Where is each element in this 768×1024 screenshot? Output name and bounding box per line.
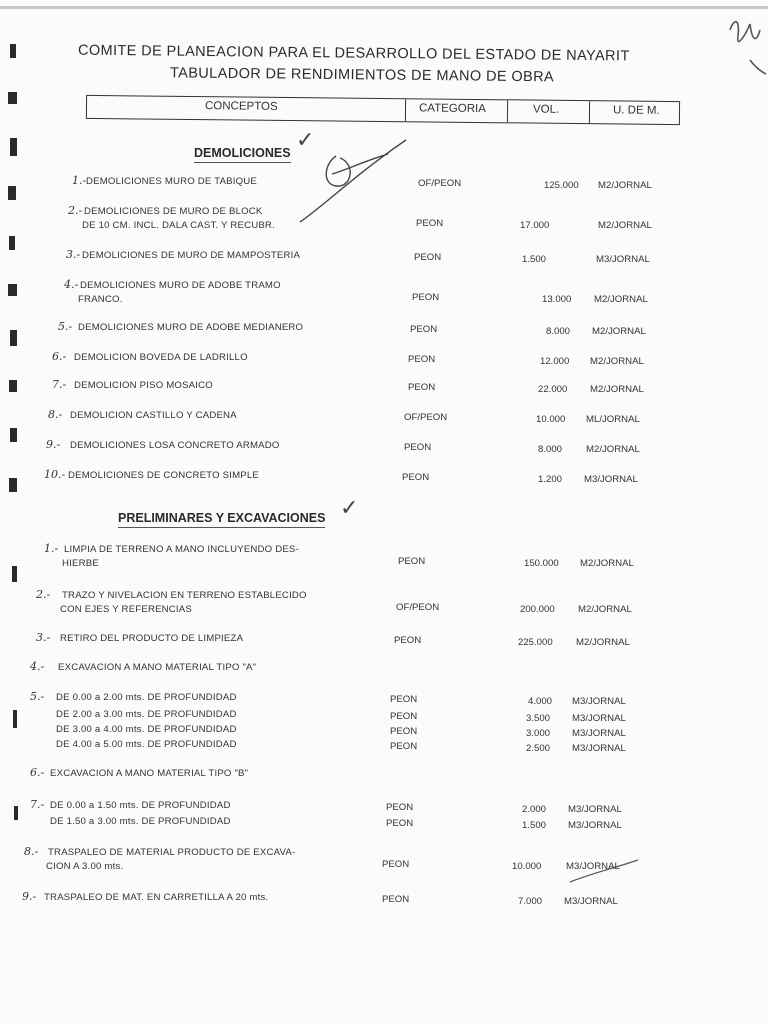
row-description: TRASPALEO DE MAT. EN CARRETILLA A 20 mts.: [44, 892, 269, 903]
header-conceptos: CONCEPTOS: [204, 100, 278, 113]
checkmark-icon: ✓: [340, 496, 359, 521]
checkmark-icon: ✓: [296, 128, 315, 153]
row-unidad: M3/JORNAL: [596, 254, 650, 265]
row-categoria: PEON: [408, 382, 436, 393]
row-description: DE 2.00 a 3.00 mts. DE PROFUNDIDAD: [56, 709, 237, 720]
row-categoria: PEON: [414, 252, 442, 263]
row-volumen: 8.000: [546, 326, 571, 337]
row-volumen: 8.000: [538, 444, 563, 455]
row-description: DEMOLICIONES MURO DE ADOBE MEDIANERO: [78, 322, 304, 333]
row-number: 7.-: [52, 378, 67, 391]
row-categoria: OF/PEON: [418, 178, 462, 189]
row-volumen: 10.000: [512, 861, 542, 872]
header-vol: VOL.: [532, 103, 560, 116]
row-categoria: PEON: [416, 218, 444, 229]
row-categoria: PEON: [398, 556, 426, 567]
row-volumen: 125.000: [544, 180, 579, 191]
row-categoria: PEON: [390, 711, 418, 722]
row-description: DEMOLICION BOVEDA DE LADRILLO: [74, 352, 248, 363]
margin-signature-icon: [720, 10, 768, 80]
row-description: TRAZO Y NIVELACION EN TERRENO ESTABLECIDO: [62, 590, 307, 601]
row-number: 4.-: [30, 660, 45, 673]
row-description: DE 0.00 a 2.00 mts. DE PROFUNDIDAD: [56, 692, 237, 703]
row-description-cont: HIERBE: [62, 558, 99, 569]
row-number: 5.-: [30, 690, 45, 703]
row-number: 8.-: [24, 845, 39, 858]
row-categoria: PEON: [408, 354, 436, 365]
row-volumen: 225.000: [518, 637, 553, 648]
row-description: LIMPIA DE TERRENO A MANO INCLUYENDO DES-: [64, 544, 299, 555]
row-description: RETIRO DEL PRODUCTO DE LIMPIEZA: [60, 633, 244, 644]
row-description: DEMOLICION CASTILLO Y CADENA: [70, 410, 237, 421]
row-description-cont: FRANCO.: [78, 294, 123, 305]
row-description: DEMOLICIONES LOSA CONCRETO ARMADO: [70, 440, 280, 451]
row-number: 9.-: [46, 438, 61, 451]
scan-edge: [0, 6, 768, 9]
row-description: TRASPALEO DE MATERIAL PRODUCTO DE EXCAVA-: [48, 847, 296, 858]
row-volumen: 3.000: [526, 728, 551, 739]
header-categoria: CATEGORIA: [418, 102, 486, 116]
row-unidad: M3/JORNAL: [568, 820, 622, 831]
row-unidad: M2/JORNAL: [598, 180, 652, 191]
row-description: DE 1.50 a 3.00 mts. DE PROFUNDIDAD: [50, 816, 231, 827]
row-description: DEMOLICIONES MURO DE TABIQUE: [86, 176, 258, 187]
row-categoria: PEON: [394, 635, 422, 646]
row-number: 10.-: [44, 468, 66, 481]
row-number: 6.-: [52, 350, 67, 363]
row-description: DEMOLICIONES DE CONCRETO SIMPLE: [68, 470, 260, 481]
row-unidad: M3/JORNAL: [572, 728, 626, 739]
header-udem: U. DE M.: [612, 104, 660, 117]
row-categoria: PEON: [402, 472, 430, 483]
row-volumen: 12.000: [540, 356, 570, 367]
row-unidad: M3/JORNAL: [572, 696, 626, 707]
row-description: DEMOLICIONES DE MURO DE MAMPOSTERIA: [82, 250, 301, 261]
table-header: [86, 95, 680, 125]
row-number: 4.-: [64, 278, 79, 291]
row-categoria: PEON: [412, 292, 440, 303]
row-volumen: 150.000: [524, 558, 559, 569]
row-categoria: PEON: [390, 741, 418, 752]
row-description: EXCAVACION A MANO MATERIAL TIPO "A": [58, 662, 257, 673]
row-number: 8.-: [48, 408, 63, 421]
row-unidad: M3/JORNAL: [564, 896, 618, 907]
row-unidad: M2/JORNAL: [594, 294, 648, 305]
row-volumen: 22.000: [538, 384, 568, 395]
section-preliminares: PRELIMINARES Y EXCAVACIONES: [118, 511, 325, 528]
row-unidad: M3/JORNAL: [568, 804, 622, 815]
row-unidad: M2/JORNAL: [580, 558, 634, 569]
row-description: DE 3.00 a 4.00 mts. DE PROFUNDIDAD: [56, 724, 237, 735]
row-description: DE 4.00 a 5.00 mts. DE PROFUNDIDAD: [56, 739, 237, 750]
row-description: DEMOLICIONES DE MURO DE BLOCK: [84, 206, 263, 217]
row-description-cont: CON EJES Y REFERENCIAS: [60, 604, 192, 615]
row-categoria: PEON: [404, 442, 432, 453]
row-volumen: 1.200: [538, 474, 563, 485]
row-unidad: M3/JORNAL: [572, 713, 626, 724]
row-number: 1.-: [72, 174, 87, 187]
row-number: 9.-: [22, 890, 37, 903]
row-description-cont: DE 10 CM. INCL. DALA CAST. Y RECUBR.: [82, 220, 275, 231]
row-categoria: PEON: [390, 694, 418, 705]
row-categoria: PEON: [382, 859, 410, 870]
page-title: COMITE DE PLANEACION PARA EL DESARROLLO DEL ESTADO DE NAYARIT: [77, 42, 630, 65]
row-number: 7.-: [30, 798, 45, 811]
row-categoria: OF/PEON: [404, 412, 448, 423]
row-number: 2.-: [36, 588, 51, 601]
binder-margin: [0, 0, 28, 1024]
row-volumen: 2.000: [522, 804, 547, 815]
row-description: EXCAVACION A MANO MATERIAL TIPO "B": [50, 768, 249, 779]
row-categoria: PEON: [390, 726, 418, 737]
row-description: DE 0.00 a 1.50 mts. DE PROFUNDIDAD: [50, 800, 231, 811]
row-volumen: 2.500: [526, 743, 551, 754]
page-subtitle: TABULADOR DE RENDIMIENTOS DE MANO DE OBRA: [169, 65, 555, 86]
row-volumen: 10.000: [536, 414, 566, 425]
row-unidad: M2/JORNAL: [586, 444, 640, 455]
row-unidad: M2/JORNAL: [598, 220, 652, 231]
row-unidad: M2/JORNAL: [592, 326, 646, 337]
row-volumen: 200.000: [520, 604, 555, 615]
row-unidad: M2/JORNAL: [576, 637, 630, 648]
row-description: DEMOLICION PISO MOSAICO: [74, 380, 213, 391]
row-unidad: M3/JORNAL: [572, 743, 626, 754]
row-volumen: 4.000: [528, 696, 553, 707]
row-volumen: 13.000: [542, 294, 572, 305]
row-volumen: 1.500: [522, 254, 547, 265]
row-categoria: OF/PEON: [396, 602, 440, 613]
row-categoria: PEON: [382, 894, 410, 905]
row-volumen: 17.000: [520, 220, 550, 231]
row-categoria: PEON: [410, 324, 438, 335]
row-number: 3.-: [36, 631, 51, 644]
row-description-cont: CION A 3.00 mts.: [46, 861, 124, 872]
row-unidad: M3/JORNAL: [584, 474, 638, 485]
row-volumen: 1.500: [522, 820, 547, 831]
row-unidad: M3/JORNAL: [566, 861, 620, 872]
row-number: 3.-: [66, 248, 81, 261]
row-volumen: 7.000: [518, 896, 543, 907]
row-number: 1.-: [44, 542, 59, 555]
row-volumen: 3.500: [526, 713, 551, 724]
row-description: DEMOLICIONES MURO DE ADOBE TRAMO: [80, 280, 281, 291]
row-unidad: M2/JORNAL: [590, 384, 644, 395]
row-categoria: PEON: [386, 802, 414, 813]
row-unidad: M2/JORNAL: [590, 356, 644, 367]
row-number: 6.-: [30, 766, 45, 779]
row-categoria: PEON: [386, 818, 414, 829]
row-number: 5.-: [58, 320, 73, 333]
row-unidad: ML/JORNAL: [586, 414, 640, 425]
row-number: 2.-: [68, 204, 83, 217]
section-demoliciones: DEMOLICIONES: [194, 146, 291, 163]
row-unidad: M2/JORNAL: [578, 604, 632, 615]
